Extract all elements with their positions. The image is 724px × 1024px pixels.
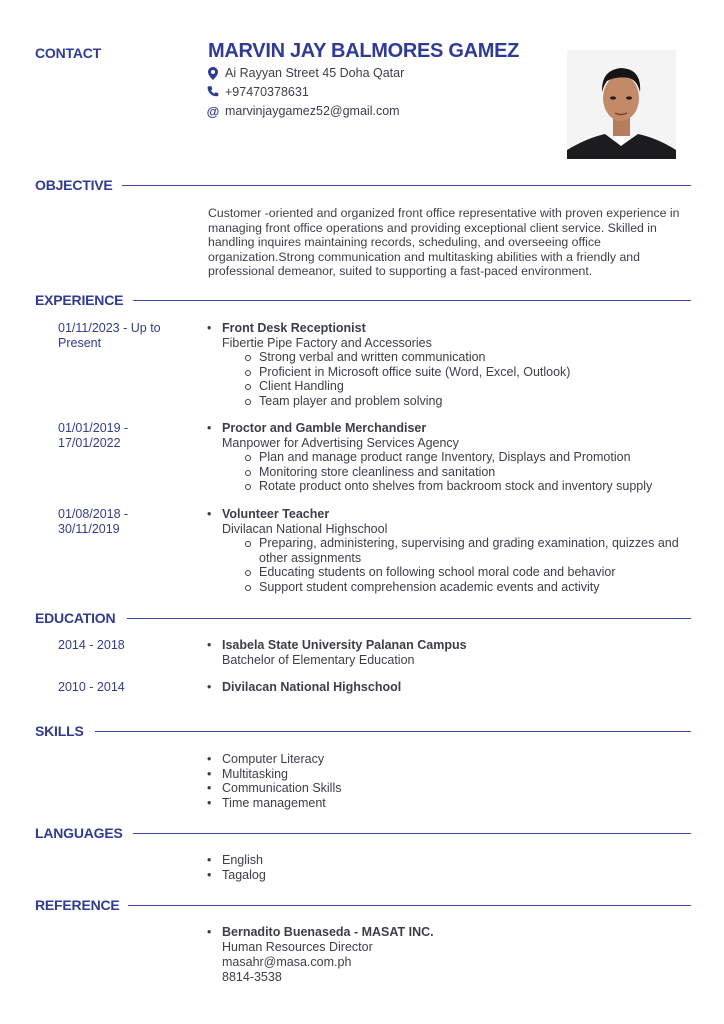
list-item: Multitasking — [222, 766, 288, 781]
experience-entry: • Proctor and Gamble Merchandiser Manpower for Advertising Services Agency Plan and manage product range Inventory, Displays and Promotion Monitoring store cleanliness and sanitation Rotate product onto shelves from backroom stock and inventory supply — [207, 421, 697, 494]
phone-icon — [206, 85, 220, 99]
list-item: Tagalog — [222, 867, 266, 882]
candidate-name: MARVIN JAY BALMORES GAMEZ — [208, 40, 520, 62]
objective-heading: OBJECTIVE — [35, 177, 113, 193]
job-title: Front Desk Receptionist — [222, 321, 366, 335]
education-divider — [127, 618, 691, 619]
at-sign-icon: @ — [206, 103, 220, 119]
experience-entry: • Front Desk Receptionist Fibertie Pipe Factory and Accessories Strong verbal and written communication Proficient in Microsoft office suite (Word, Excel, Outlook) Client Handling Team player and problem solving — [207, 321, 697, 409]
reference-heading: REFERENCE — [35, 897, 120, 913]
duties-list — [207, 536, 697, 594]
skills-heading: SKILLS — [35, 723, 84, 739]
experience-date: 01/08/2018 - 30/11/2019 — [58, 507, 129, 536]
reference-phone: 8814-3538 — [222, 970, 282, 984]
list-item: English — [222, 853, 263, 867]
degree: Batchelor of Elementary Education — [222, 652, 415, 667]
list-item: Client Handling — [243, 379, 697, 394]
contact-phone — [206, 85, 309, 99]
list-item: Preparing, administering, supervising and grading examination, quizzes and other assignments — [243, 536, 697, 565]
skills-list: • Computer Literacy • Multitasking • Communication Skills • Time management — [207, 752, 342, 810]
list-item: Support student comprehension academic events and activity — [243, 580, 697, 595]
contact-address — [206, 66, 404, 80]
reference-email: masahr@masa.com.ph — [222, 955, 352, 969]
school-name: Isabela State University Palanan Campus — [222, 638, 467, 652]
contact-email — [206, 104, 400, 118]
list-item: Plan and manage product range Inventory, Displays and Promotion — [243, 450, 697, 465]
list-item: Rotate product onto shelves from backroom stock and inventory supply — [243, 479, 697, 494]
employer: Fibertie Pipe Factory and Accessories — [222, 335, 432, 350]
phone-text: +97470378631 — [225, 85, 309, 99]
address-text: Ai Rayyan Street 45 Doha Qatar — [225, 66, 405, 80]
objective-divider — [122, 185, 691, 186]
employer: Manpower for Advertising Services Agency — [222, 435, 459, 450]
employer: Divilacan National Highschool — [222, 521, 388, 536]
education-entry: • Isabela State University Palanan Campus Batchelor of Elementary Education — [207, 638, 697, 667]
reference-position: Human Resources Director — [222, 940, 373, 954]
reference-entry: • Bernadito Buenaseda - MASAT INC. Human Resources Director masahr@masa.com.ph 8814-3538 — [207, 925, 434, 984]
education-date: 2014 - 2018 — [58, 638, 125, 652]
map-pin-icon — [206, 66, 220, 80]
profile-photo — [567, 50, 676, 159]
education-heading: EDUCATION — [35, 610, 116, 626]
experience-divider — [133, 300, 691, 301]
experience-date: 01/01/2019 - 17/01/2022 — [58, 421, 129, 450]
list-item: Proficient in Microsoft office suite (Word, Excel, Outlook) — [243, 365, 697, 380]
contact-heading: CONTACT — [35, 45, 101, 61]
list-item: Time management — [222, 795, 326, 810]
school-name: Divilacan National Highschool — [222, 680, 402, 694]
list-item: Strong verbal and written communication — [243, 350, 697, 365]
list-item: Educating students on following school moral code and behavior — [243, 565, 697, 580]
languages-list: • English • Tagalog — [207, 853, 266, 882]
duties-list — [207, 450, 697, 494]
email-text: marvinjaygamez52@gmail.com — [225, 104, 400, 118]
duties-list — [207, 350, 697, 408]
education-entry: • Divilacan National Highschool — [207, 680, 402, 694]
list-item: Team player and problem solving — [243, 394, 697, 409]
skills-divider — [95, 731, 691, 732]
list-item: Communication Skills — [222, 781, 342, 796]
list-item: Computer Literacy — [222, 752, 325, 766]
reference-divider — [128, 905, 691, 906]
education-date: 2010 - 2014 — [58, 680, 125, 694]
reference-name: Bernadito Buenaseda - MASAT INC. — [222, 925, 434, 939]
objective-text: Customer -oriented and organized front office representative with proven experience in managing front office operations and providing exceptional client service. Skilled in handling inquires maintaining records, scheduling, and overseeing office organization.Strong communication and multitasking abilities with a friendly and professional demeanor, suited to supporting a fast-paced environment. — [208, 206, 680, 279]
languages-heading: LANGUAGES — [35, 825, 123, 841]
list-item: Monitoring store cleanliness and sanitation — [243, 465, 697, 480]
experience-entry: • Volunteer Teacher Divilacan National Highschool Preparing, administering, supervising and grading examination, quizzes and other assignments Educating students on following school moral code and behavior Support student comprehension academic events and activity — [207, 507, 697, 595]
job-title: Proctor and Gamble Merchandiser — [222, 421, 427, 435]
experience-heading: EXPERIENCE — [35, 292, 124, 308]
experience-date: 01/11/2023 - Up to Present — [58, 321, 161, 350]
languages-divider — [133, 833, 691, 834]
job-title: Volunteer Teacher — [222, 507, 330, 521]
